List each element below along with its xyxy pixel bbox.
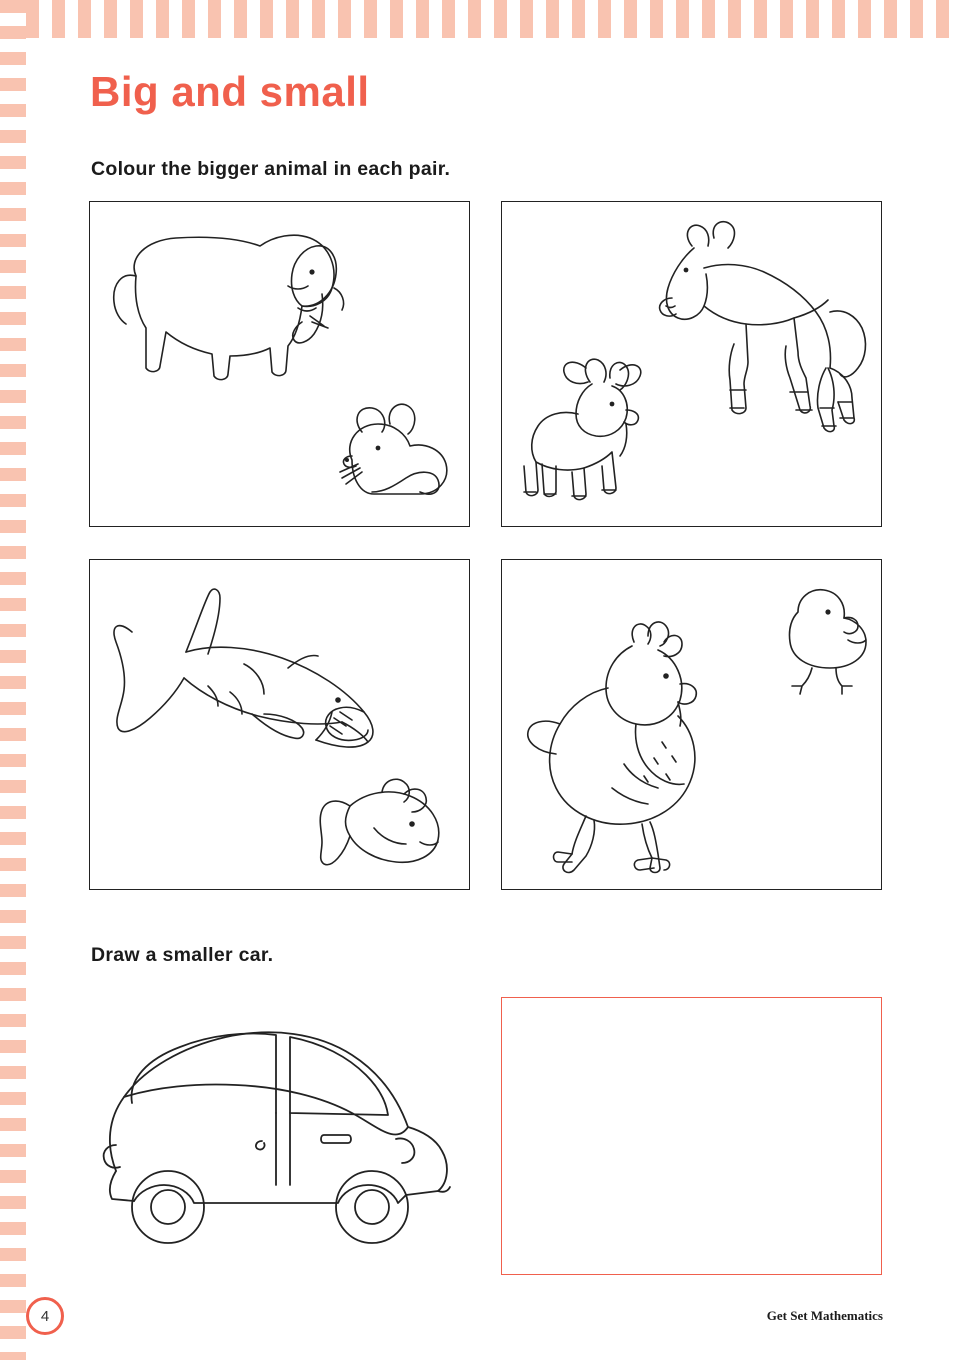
fish-illustration[interactable]: [308, 772, 458, 882]
decorative-stripe-left: [0, 0, 26, 1360]
instruction-draw-smaller-car: Draw a smaller car.: [91, 944, 274, 966]
page-number: 4: [40, 1307, 50, 1325]
elephant-illustration[interactable]: [98, 216, 358, 406]
pair-box-elephant-mouse[interactable]: [89, 201, 470, 527]
footer-brand: Get Set Mathematics: [766, 1308, 883, 1323]
pair-box-shark-fish[interactable]: [89, 559, 470, 890]
page-number-badge: [26, 1297, 64, 1335]
decorative-stripe-header: [0, 0, 961, 38]
shark-illustration[interactable]: [102, 578, 432, 798]
page-title: Big and small: [90, 68, 370, 115]
chick-illustration[interactable]: [760, 582, 880, 692]
hen-illustration[interactable]: [516, 614, 726, 879]
pair-box-horse-goat[interactable]: [501, 201, 882, 527]
mouse-illustration[interactable]: [322, 398, 462, 508]
instruction-colour-bigger-animal: Colour the bigger animal in each pair.: [91, 158, 451, 180]
pair-box-hen-chick[interactable]: [501, 559, 882, 890]
goat-illustration[interactable]: [516, 348, 686, 513]
car-illustration[interactable]: [86, 995, 476, 1275]
draw-answer-box[interactable]: [501, 997, 882, 1275]
